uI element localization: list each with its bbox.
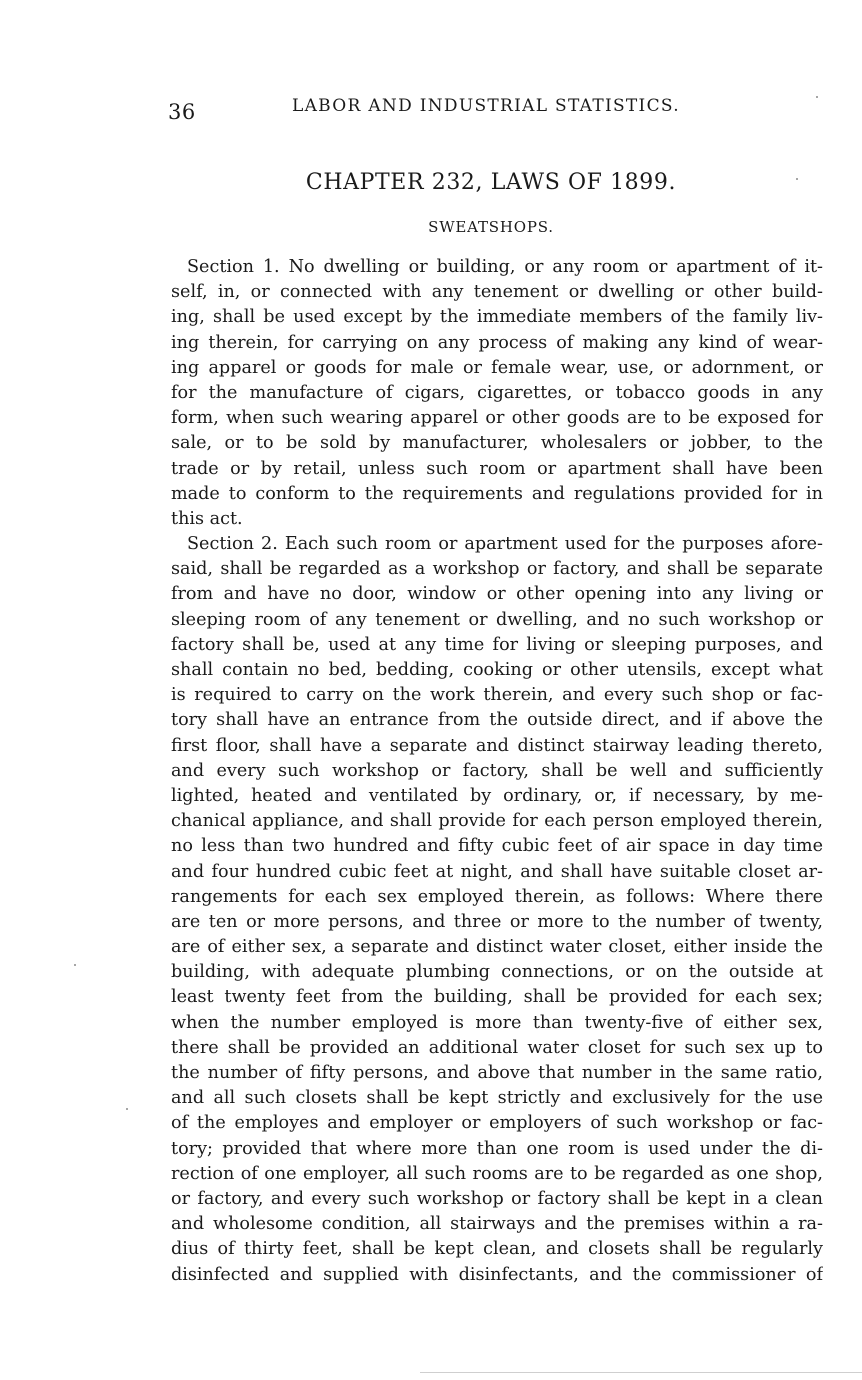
section-1-line: made to conform to the requirements and regulations provided for in	[171, 483, 823, 504]
section-1-line: sale, or to be sold by manufacturer, wholesalers or jobber, to the	[171, 433, 823, 454]
section-2-line: are ten or more persons, and three or more to the number of twenty,	[171, 911, 823, 932]
running-header	[168, 96, 728, 126]
section-2-line: and all such closets shall be kept strictly and exclusively for the use	[171, 1088, 823, 1109]
section-2-line: sleeping room of any tenement or dwelling, and no such workshop or	[171, 609, 823, 630]
section-2-line: dius of thirty feet, shall be kept clean, and closets shall be regularly	[171, 1239, 823, 1260]
section-1-line: Section 1. No dwelling or building, or any room or apartment of it-	[187, 257, 823, 277]
section-2-line: there shall be provided an additional water closet for such sex up to	[171, 1037, 823, 1058]
section-1-line: ing, shall be used except by the immediate members of the family liv-	[171, 307, 823, 328]
section-2-line: are of either sex, a separate and distinct water closet, either inside the	[171, 937, 823, 958]
section-2-line: lighted, heated and ventilated by ordinary, or, if necessary, by me-	[171, 785, 823, 806]
section-2-line: Section 2. Each such room or apartment used for the purposes afore-	[187, 534, 823, 555]
section-2-line: disinfected and supplied with disinfectants, and the commissioner of	[171, 1264, 823, 1285]
section-2-line: and four hundred cubic feet at night, and shall have suitable closet ar-	[171, 861, 823, 882]
running-title: LABOR AND INDUSTRIAL STATISTICS.	[292, 96, 680, 116]
section-2-line: factory shall be, used at any time for living or sleeping purposes, and	[171, 634, 823, 655]
section-2-line: no less than two hundred and fifty cubic feet of air space in day time	[171, 836, 823, 857]
section-2-line: of the employes and employer or employers of such workshop or fac-	[171, 1113, 823, 1134]
section-1-line: form, when such wearing apparel or other goods are to be exposed for	[171, 408, 823, 429]
scan-speck	[796, 178, 798, 180]
section-2-line: and wholesome condition, all stairways and the premises within a ra-	[171, 1214, 823, 1235]
section-1-line: ing apparel or goods for male or female wear, use, or adornment, or	[171, 357, 823, 378]
section-2-line: shall contain no bed, bedding, cooking or other utensils, except what	[171, 660, 823, 680]
scan-speck	[126, 1108, 128, 1110]
section-2-line: rangements for each sex employed therein, as follows: Where there	[171, 886, 823, 907]
section-2-line: when the number employed is more than twenty-five of either sex,	[171, 1012, 823, 1033]
section-1-line: this act.	[171, 508, 243, 529]
section-2-line: tory shall have an entrance from the outside direct, and if above the	[171, 710, 823, 731]
scan-speck	[74, 964, 76, 966]
section-2-line: building, with adequate plumbing connections, or on the outside at	[171, 962, 823, 983]
section-2-line: chanical appliance, and shall provide for each person employed therein,	[171, 811, 823, 832]
scan-speck	[816, 96, 818, 98]
chapter-subtitle: SWEATSHOPS.	[428, 218, 554, 236]
section-2-line: and every such workshop or factory, shall be well and sufficiently	[171, 760, 823, 781]
section-2-line: tory; provided that where more than one room is used under the di-	[171, 1138, 823, 1159]
body-text	[171, 255, 823, 1288]
scan-edge-line	[420, 1372, 862, 1373]
section-2-line: least twenty feet from the building, shall be provided for each sex;	[171, 987, 823, 1008]
section-1-line: trade or by retail, unless such room or apartment shall have been	[171, 458, 823, 479]
section-2-line: is required to carry on the work therein, and every such shop or fac-	[171, 685, 823, 706]
page-number: 36	[168, 100, 196, 124]
chapter-title: CHAPTER 232, LAWS OF 1899.	[305, 170, 677, 195]
section-1-line: ing therein, for carrying on any process of making any kind of wear-	[171, 332, 823, 353]
section-2-line: first floor, shall have a separate and distinct stairway leading thereto,	[171, 735, 823, 756]
section-2-line: from and have no door, window or other opening into any living or	[171, 584, 823, 605]
section-1-line: for the manufacture of cigars, cigarettes, or tobacco goods in any	[171, 382, 823, 403]
section-2-line: said, shall be regarded as a workshop or factory, and shall be separate	[171, 559, 823, 580]
section-2-line: the number of fifty persons, and above that number in the same ratio,	[171, 1063, 823, 1083]
section-1-line: self, in, or connected with any tenement or dwelling or other build-	[171, 282, 823, 303]
section-2-line: rection of one employer, all such rooms are to be regarded as one shop,	[171, 1163, 823, 1184]
section-2-line: or factory, and every such workshop or factory shall be kept in a clean	[171, 1188, 823, 1209]
